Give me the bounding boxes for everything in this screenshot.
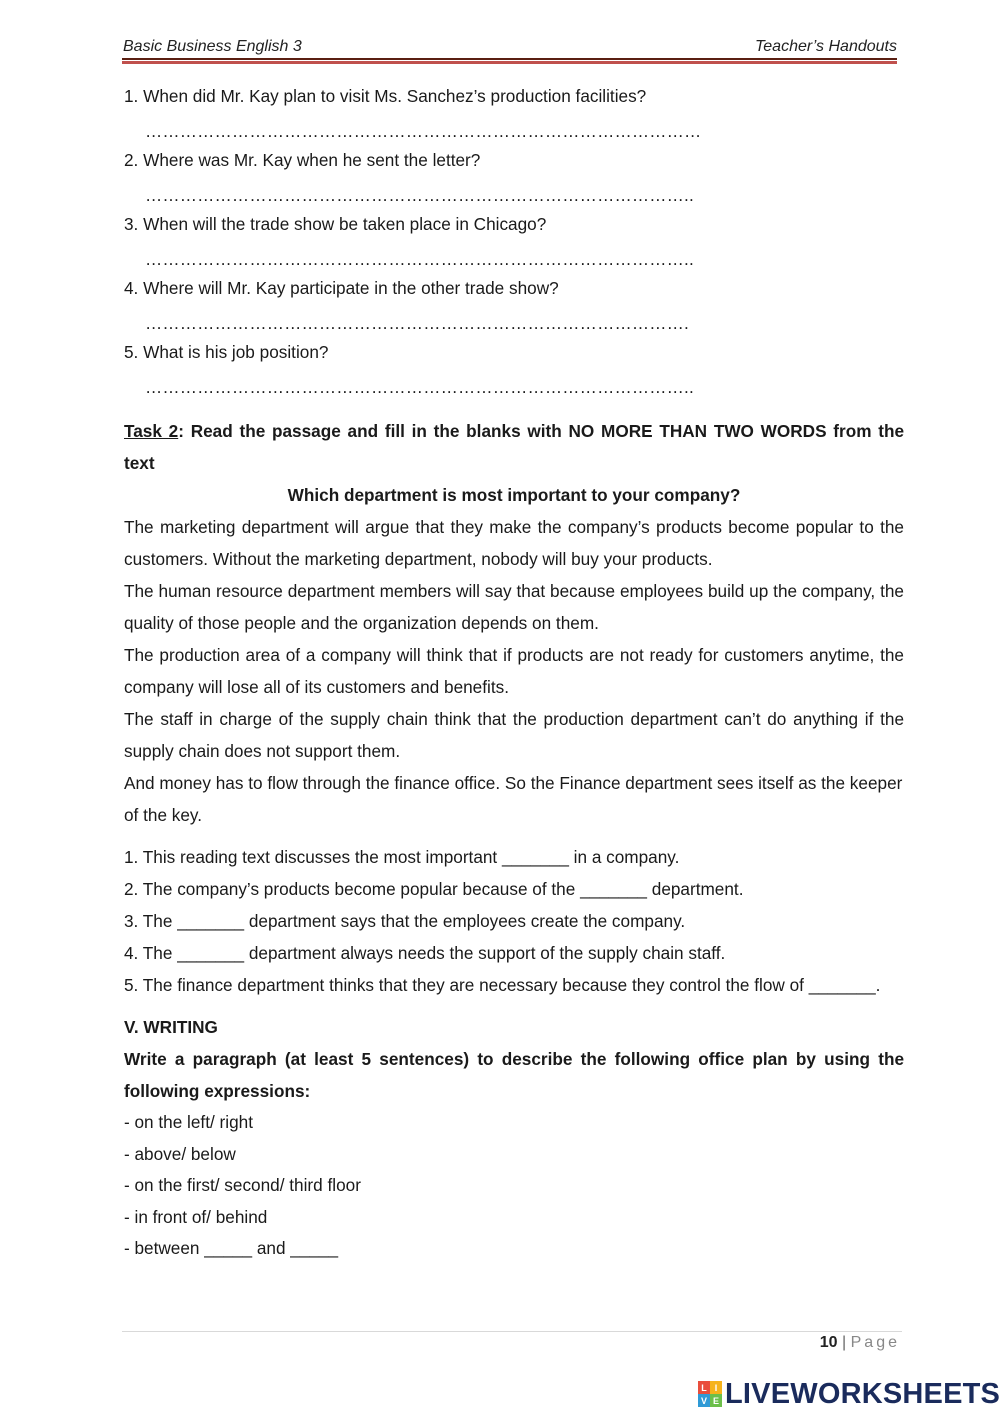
- liveworksheets-logo: [698, 1378, 1000, 1410]
- page-label: Page: [850, 1334, 900, 1351]
- answer-line-3[interactable]: …………………………………………………………………………………..: [145, 249, 694, 269]
- page-number-value: 10: [819, 1334, 838, 1351]
- expression-item: - on the left/ right: [124, 1112, 253, 1132]
- header-book-title: Basic Business English 3: [123, 38, 302, 55]
- page-header: [123, 38, 897, 58]
- passage-paragraph-4: The staff in charge of the supply chain think that the production department can’t do anything if the supply chain does not support them.: [124, 709, 904, 761]
- passage-paragraph-3: The production area of a company will think that if products are not ready for customers anytime, the company will lose all of its customers and benefits.: [124, 645, 904, 697]
- header-handout-label: Teacher’s Handouts: [754, 38, 897, 55]
- task2-instruction-text: : Read the passage and fill in the blanks with NO MORE THAN TWO WORDS from the text: [124, 421, 905, 473]
- question-4: 4. Where will Mr. Kay participate in the other trade show?: [124, 278, 559, 298]
- fill-item-4[interactable]: 4. The _______ department always needs the support of the supply chain staff.: [124, 943, 726, 963]
- fill-item-3[interactable]: 3. The _______ department says that the employees create the company.: [124, 911, 686, 931]
- logo-mark-v: V: [698, 1394, 710, 1407]
- fill-item-2[interactable]: 2. The company’s products become popular because of the _______ department.: [124, 879, 744, 899]
- question-1: 1. When did Mr. Kay plan to visit Ms. Sanchez’s production facilities?: [124, 86, 647, 106]
- expression-item: - in front of/ behind: [124, 1206, 268, 1227]
- writing-section-title: V. WRITING: [124, 1017, 218, 1037]
- comprehension-questions: [124, 84, 904, 404]
- task2-label: Task 2: [124, 421, 179, 441]
- fill-in-blanks-list: [124, 841, 904, 1001]
- answer-line-1[interactable]: ……………………………………………………………………………………: [145, 121, 702, 141]
- expression-item: - above/ below: [124, 1143, 236, 1164]
- question-2: 2. Where was Mr. Kay when he sent the letter?: [124, 150, 481, 170]
- answer-line-4[interactable]: ………………………………………………………………………………….: [145, 313, 689, 333]
- question-3: 3. When will the trade show be taken place in Chicago?: [124, 214, 547, 234]
- passage-paragraph-5: And money has to flow through the finance office. So the Finance department sees itself as the keeper of the key.: [124, 773, 903, 825]
- logo-mark-e: E: [710, 1394, 722, 1407]
- fill-item-1[interactable]: 1. This reading text discusses the most important _______ in a company.: [124, 847, 680, 867]
- footer-rule: [122, 1331, 902, 1332]
- passage-paragraph-1: The marketing department will argue that they make the company’s products become popular to the customers. Without the marketing department, nobody will buy your products.: [124, 517, 904, 569]
- liveworksheets-logo-text: LIVEWORKSHEETS: [725, 1377, 1000, 1410]
- fill-item-5[interactable]: 5. The finance department thinks that they are necessary because they control the flow of _______.: [124, 975, 881, 995]
- page-number-separator: |: [837, 1334, 851, 1351]
- header-rule-dark: [122, 58, 897, 60]
- header-rule-red: [122, 61, 897, 64]
- answer-line-2[interactable]: …………………………………………………………………………………..: [145, 185, 694, 205]
- answer-line-5[interactable]: …………………………………………………………………………………..: [145, 377, 694, 397]
- logo-mark-i: I: [710, 1381, 722, 1394]
- liveworksheets-logo-icon: [698, 1381, 722, 1407]
- expression-item: - on the first/ second/ third floor: [124, 1175, 361, 1196]
- writing-instruction: Write a paragraph (at least 5 sentences) to describe the following office plan by using the following expressions:: [124, 1049, 904, 1101]
- passage-title: Which department is most important to your company?: [287, 485, 741, 505]
- page-content: [124, 84, 904, 1265]
- task2-instruction: [124, 415, 904, 479]
- expression-item: - between _____ and _____: [124, 1238, 339, 1259]
- question-5: 5. What is his job position?: [124, 342, 329, 362]
- passage-paragraph-2: The human resource department members will say that because employees build up the company, the quality of those people and the organization depends on them.: [124, 581, 904, 633]
- logo-mark-l: L: [698, 1381, 710, 1394]
- page-number: [820, 1334, 900, 1352]
